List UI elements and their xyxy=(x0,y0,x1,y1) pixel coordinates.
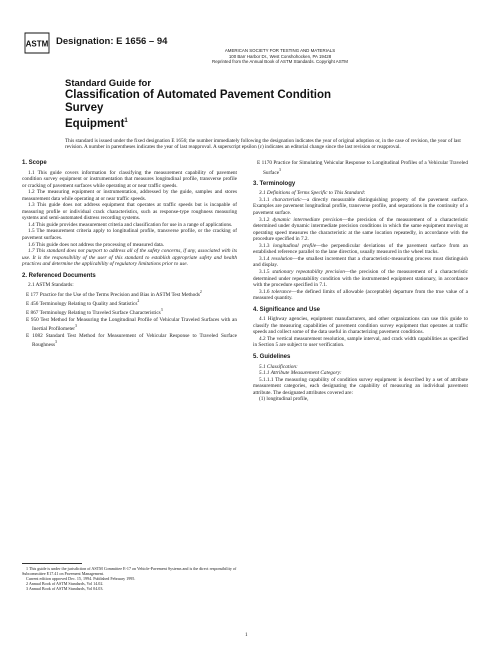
title-line-1: Standard Guide for xyxy=(65,78,152,89)
def-term: tolerance xyxy=(271,288,292,295)
footnote-1b: Current edition approved Dec. 15, 1994. Published February 1995. xyxy=(26,576,136,582)
para-4-2: 4.2 The vertical measurement resolution, sample interval, and crack width capabilities as specified in Section 5 are subject to user verification. xyxy=(253,335,468,349)
footnotes xyxy=(22,566,237,591)
def-term: longitudinal profile xyxy=(273,242,317,249)
reference-item xyxy=(22,298,237,307)
def-number: 3.1.3 xyxy=(259,242,274,249)
reference-text: E 950 Test Method for Measuring the Longitudinal Profile of Vehicular Traveled Surfaces with an Inertial Profilometer xyxy=(26,316,237,333)
def-body: —the defined limits of allowable (acceptable) departure from the true value of a measured quantity. xyxy=(253,288,468,302)
def-body: —the precision of the measurement of a characteristic determined under repeatability condition with the instrumented equipment stationary, in accordance with the procedure specified in 7.1. xyxy=(253,268,468,289)
reference-sup: 2 xyxy=(199,289,202,294)
list-item-1: (1) longitudinal profile, xyxy=(259,396,309,403)
para-5-1-text: 5.1 Classification: xyxy=(259,363,298,370)
reference-sup: 3 xyxy=(279,167,281,172)
footnote-rule xyxy=(22,563,82,564)
reference-sup: 2 xyxy=(137,299,140,304)
reference-text: E 177 Practice for the Use of the Terms Precision and Bias in ASTM Test Methods xyxy=(26,291,200,298)
title-line-3 xyxy=(65,115,365,131)
para-5-1-1-text: 5.1.1 Attribute Measurement Category: xyxy=(259,370,342,377)
def-number: 3.1.5 xyxy=(259,268,273,275)
reference-text: E 456 Terminology Relating to Quality and Statistics xyxy=(26,300,138,307)
def-body: —the smallest increment that a characteristic-measuring process must distinguish and display. xyxy=(253,255,468,269)
title-line-2: Classification of Automated Pavement Condition Survey xyxy=(65,89,332,114)
def-term: stationary repeatability precision xyxy=(272,268,345,275)
right-column xyxy=(253,160,468,403)
footnote-2: 2 Annual Book of ASTM Standards, Vol 14.02. xyxy=(26,581,104,587)
designation: Designation: E 1656 – 94 xyxy=(56,36,168,47)
section-heading-terminology: 3. Terminology xyxy=(253,180,296,187)
reference-text: E 1170 Practice for Simulating Vehicular Response to Longitudinal Profiles of a Vehicular Traveled Surface xyxy=(257,160,468,176)
reference-item xyxy=(22,289,237,298)
section-heading-significance: 4. Significance and Use xyxy=(253,306,321,313)
reference-sup: 3 xyxy=(55,340,57,345)
footnote-1: 1 This guide is under the jurisdiction of ASTM Committee E-17 on Vehicle-Pavement Systems and is the direct responsibility of Subcommittee E17.41 on Pavement Management. xyxy=(22,566,237,577)
def-term: characteristic xyxy=(272,196,302,203)
issuance-note: This standard is issued under the fixed designation E 1656; the number immediately following the designation indicates the year of original adoption or, in the case of revision, the year of last revision. A number in parentheses indicates the year of last reapproval. A superscript epsilon (ε) indicates an editorial change since the last revision or reapproval. xyxy=(65,138,461,151)
reference-item xyxy=(22,333,237,349)
reference-item xyxy=(22,307,237,316)
reference-text: E 867 Terminology Relating to Traveled Surface Characteristics xyxy=(26,310,161,317)
reference-item xyxy=(22,317,237,333)
def-number: 3.1.6 xyxy=(259,288,272,295)
reference-item xyxy=(253,160,468,176)
def-body: —a directly measurable distinguishing property of the pavement surface. Examples are pavement longitudinal profile, transverse profile, and separations in the continuity of a pavement surface. xyxy=(253,196,469,217)
para-2-1: 2.1 ASTM Standards: xyxy=(28,282,74,289)
def-term: resolution xyxy=(271,255,293,262)
para-1-6: 1.6 This guide does not address the processing of measured data. xyxy=(28,241,165,248)
para-1-3: 1.3 This guide does not address equipment that operates at traffic speeds but is incapable of measuring profile or individual crack characteristics, such as response-type roughness measuring systems and semi-automated distress recording systems. xyxy=(22,202,237,222)
para-5-1-1-1: 5.1.1.1 The measuring capability of condition survey equipment is described by a set of attribute measurement categories, each designating the capability of measuring an individual pavement attribute. The designated attributes covered are: xyxy=(253,376,468,396)
para-1-4: 1.4 This guide provides measurement criteria and classification for use in a range of applications. xyxy=(28,221,233,228)
para-1-7-text: 1.7 This standard does not purport to address all of the safety concerns, if any, associated with its use. It is the responsibility of the user of this standard to establish appropriate safety and health practices and determine the applicability of regulatory limitations prior to use. xyxy=(22,248,237,268)
publisher-line: AMERICAN SOCIETY FOR TESTING AND MATERIALS xyxy=(224,48,336,53)
document-title xyxy=(65,78,365,131)
definition-3-1-5 xyxy=(253,269,468,289)
def-number: 3.1.2 xyxy=(259,216,273,223)
definition-3-1-3 xyxy=(253,243,468,256)
para-1-1: 1.1 This guide covers information for classifying the measurement capability of pavement condition survey equipment or instrumentation that measures longitudinal profile, transverse profile or cracking of pavement surfaces while operating at or near traffic speeds. xyxy=(22,169,237,189)
para-1-2: 1.2 The measuring equipment or instrumentation, addressed by the guide, samples and stores measurement data while operating at or near traffic speeds. xyxy=(22,189,237,202)
reference-text: E 1082 Standard Test Method for Measurement of Vehicular Response to Traveled Surface Roughness xyxy=(26,332,237,348)
para-1-5: 1.5 The measurement criteria apply to longitudinal profile, transverse profile, or the cracking of pavement surfaces. xyxy=(22,228,237,242)
svg-text:ASTM: ASTM xyxy=(25,39,49,49)
page-number: 1 xyxy=(245,632,248,638)
definition-3-1-6 xyxy=(253,289,468,302)
para-1-7 xyxy=(22,248,237,268)
publisher-line: 100 Barr Harbor Dr., West Conshohocken, PA 19428 xyxy=(228,53,332,59)
title-footnote-ref: 1 xyxy=(124,118,128,124)
def-body: —the precision of the measurement of a characteristic determined under dynamic intermediate precision conditions in which the same equipment moving at operating speed measures the characteristic at the same location repeatedly, in accordance with the procedure specified in 7.2. xyxy=(253,216,468,243)
astm-logo xyxy=(22,31,52,55)
def-term: dynamic intermediate precision xyxy=(272,216,343,223)
publisher-block xyxy=(130,48,430,65)
section-heading-guidelines: 5. Guidelines xyxy=(253,353,291,360)
def-number: 3.1.4 xyxy=(259,255,272,262)
def-body: —the perpendicular deviations of the pavement surface from an established reference parallel to the lane direction, usually measured in the wheel tracks. xyxy=(253,242,468,256)
footnote-3: 3 Annual Book of ASTM Standards, Vol 04.03. xyxy=(26,586,104,592)
left-column xyxy=(22,160,237,348)
reference-sup: 3 xyxy=(160,308,163,313)
publisher-line: Reprinted from the Annual Book of ASTM Standards. Copyright ASTM xyxy=(212,59,348,65)
para-4-1: 4.1 Highway agencies, equipment manufacturers, and other organizations can use this guide to classify the measuring capabilities of pavement condition survey equipment that operates at traffic speeds and collect some of the data useful in characterizing pavement conditions. xyxy=(253,316,468,336)
definition-3-1-4 xyxy=(253,256,468,269)
def-number: 3.1.1 xyxy=(259,196,273,203)
reference-sup: 3 xyxy=(75,324,77,329)
definition-3-1-1 xyxy=(253,197,468,217)
definition-3-1-2 xyxy=(253,217,468,243)
section-heading-referenced: 2. Referenced Documents xyxy=(22,272,96,279)
section-heading-scope: 1. Scope xyxy=(22,160,47,166)
title-line-3-text: Equipment xyxy=(65,117,125,130)
para-3-1-text: 3.1 Definitions of Terms Specific to This Standard: xyxy=(259,190,366,197)
